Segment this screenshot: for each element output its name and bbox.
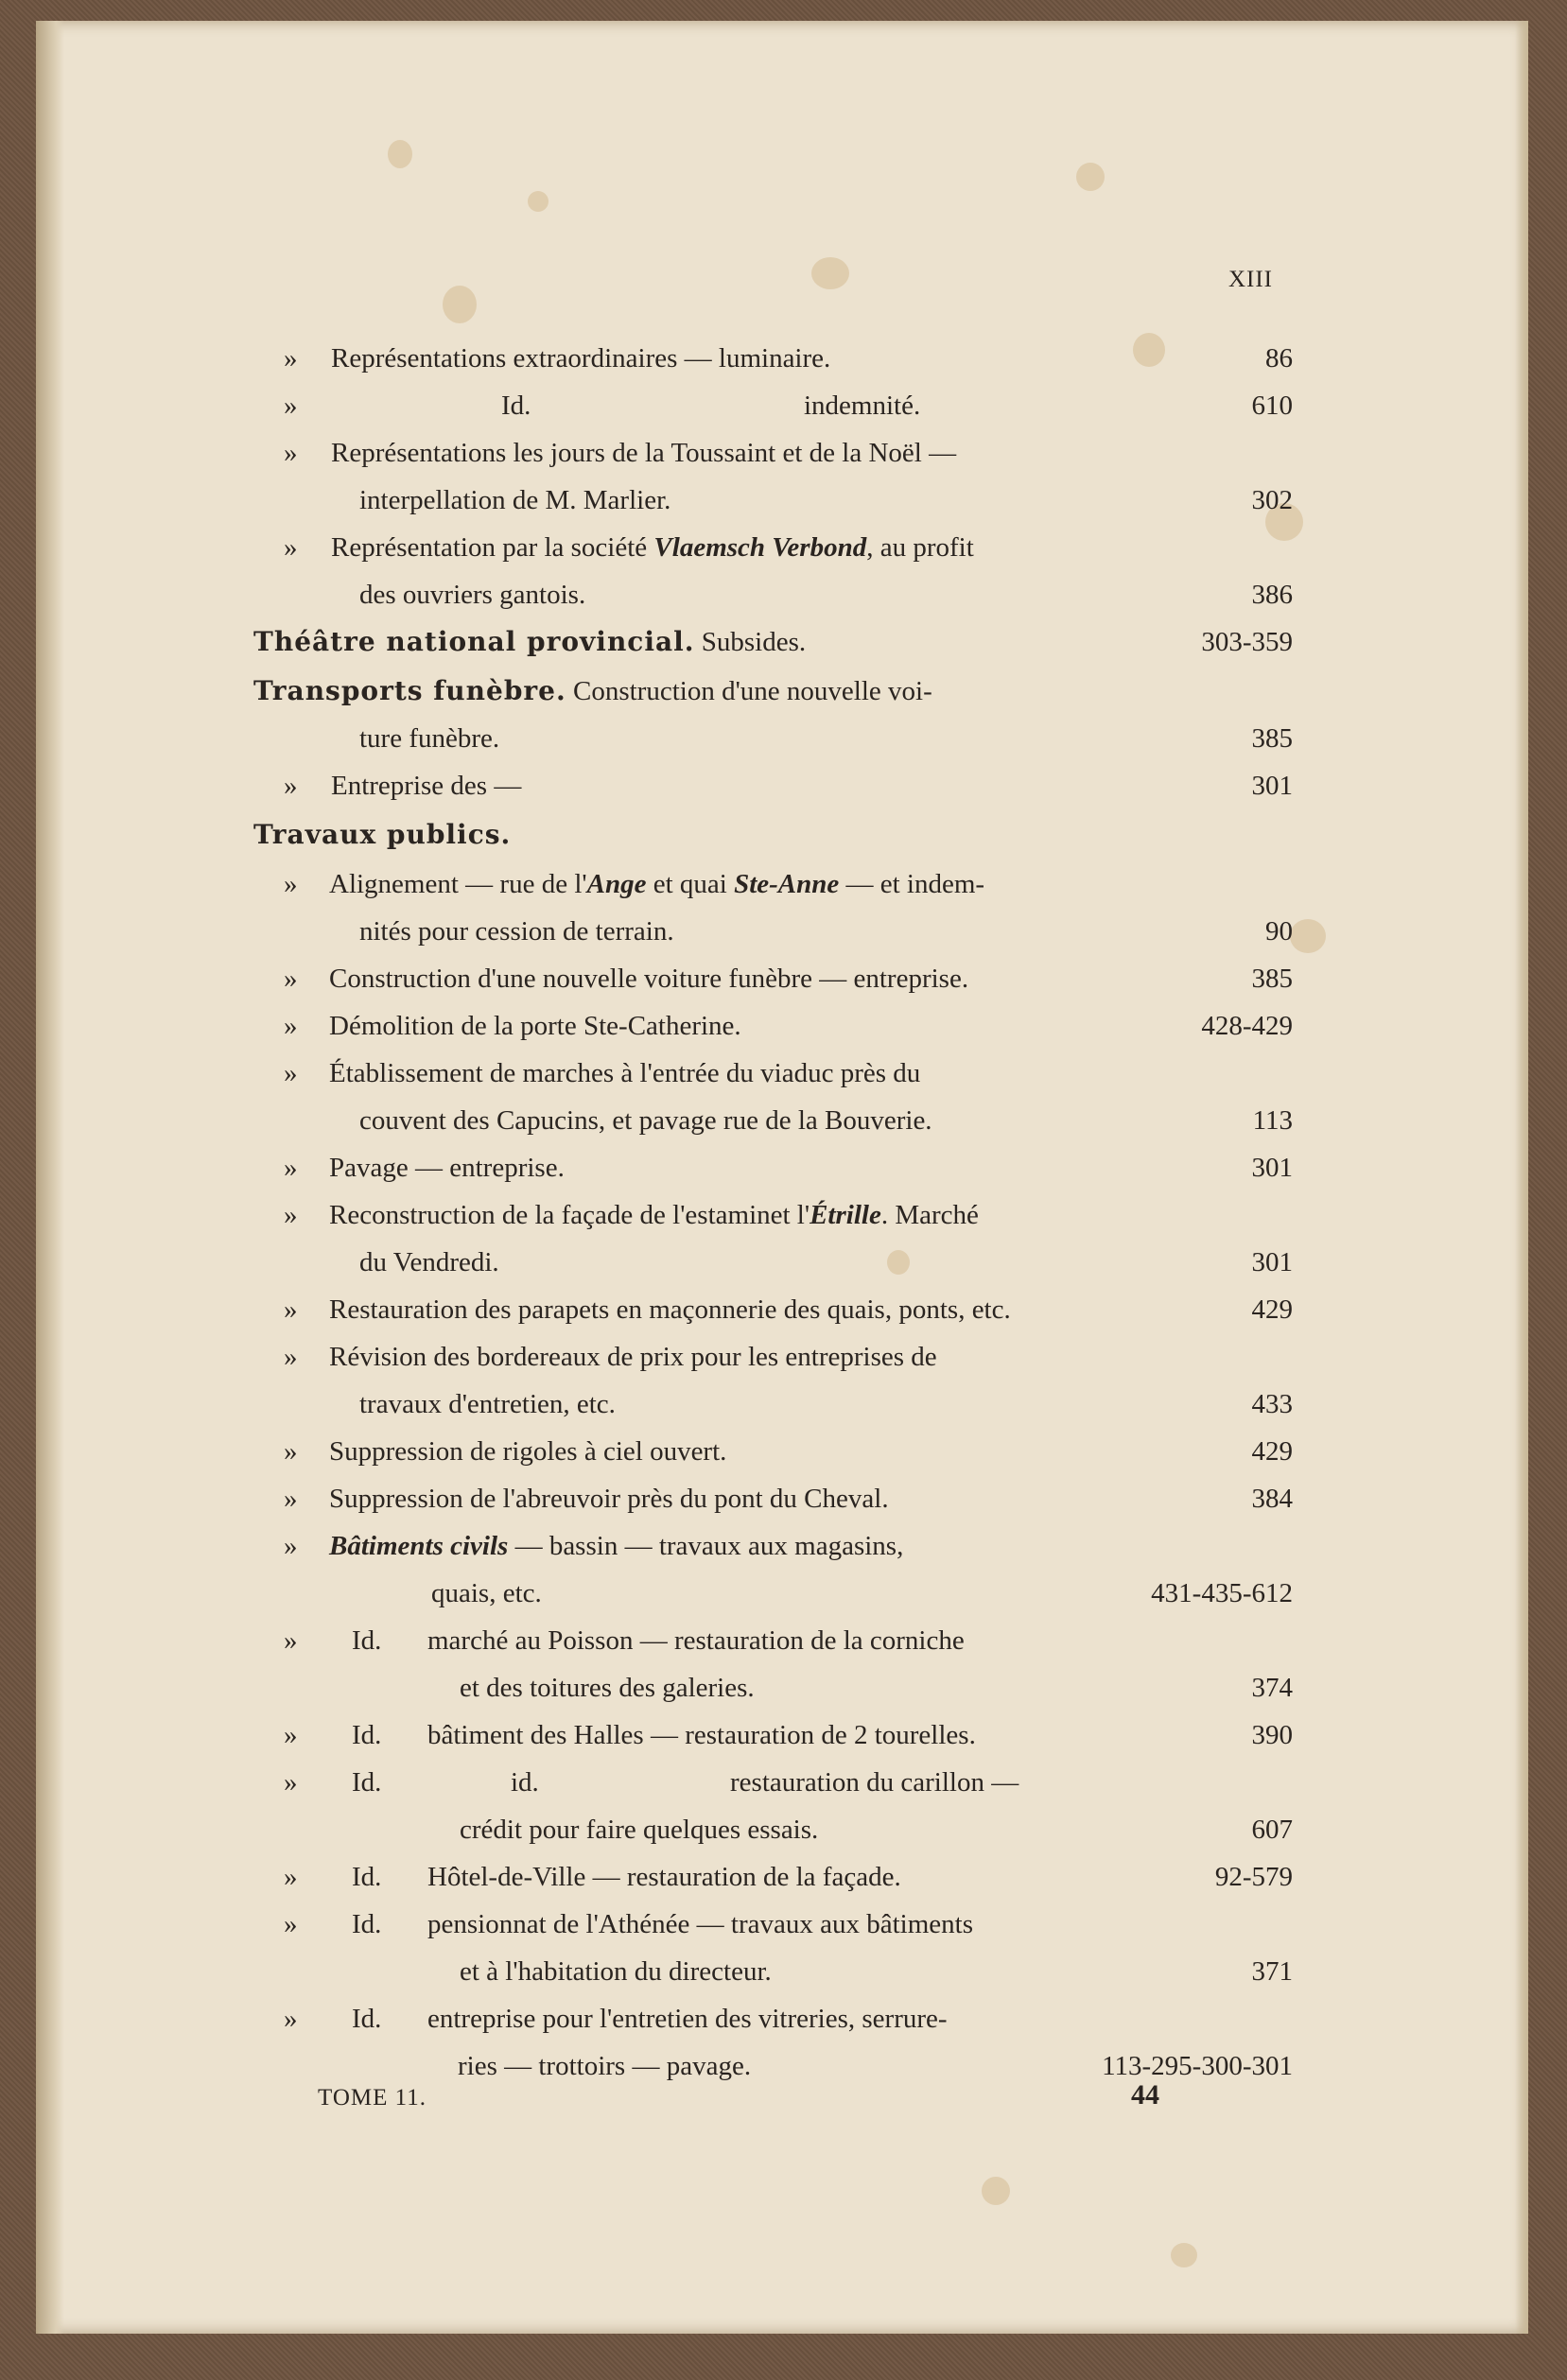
page-reference: 431-435-612 <box>1151 1578 1293 1608</box>
index-entry <box>0 526 1567 569</box>
entry-text: id. <box>511 1767 539 1798</box>
entry-text: nités pour cession de terrain. <box>359 916 674 947</box>
entry-text: pensionnat de l'Athénée — travaux aux bâtiments <box>427 1909 973 1939</box>
section-heading: Travaux publics. <box>253 819 512 850</box>
entry-text: restauration du carillon — <box>730 1767 1019 1798</box>
index-entry <box>0 1761 1567 1804</box>
page-reference: 113 <box>1252 1105 1293 1136</box>
entry-text: couvent des Capucins, et pavage rue de la Bouverie. <box>359 1105 932 1136</box>
entry-text: du Vendredi. <box>359 1247 499 1277</box>
ditto-mark: » <box>284 532 298 563</box>
index-entry <box>0 1524 1567 1568</box>
entry-text: travaux d'entretien, etc. <box>359 1389 616 1419</box>
italic-term: Ange <box>586 869 647 899</box>
ditto-mark: » <box>284 1909 298 1939</box>
entry-text: Théâtre national provincial. Subsides. <box>253 626 807 657</box>
ditto-mark: » <box>284 1531 298 1561</box>
index-entry <box>0 1572 1567 1615</box>
idem-mark: Id. <box>352 1909 382 1939</box>
ditto-mark: » <box>284 1294 298 1325</box>
index-entry <box>0 478 1567 522</box>
page-reference: 428-429 <box>1201 1011 1293 1041</box>
index-entry <box>0 1619 1567 1662</box>
index-entry <box>0 1666 1567 1710</box>
entry-text: Entreprise des — <box>331 771 522 801</box>
ditto-mark: » <box>284 1200 298 1230</box>
page-reference: 302 <box>1251 485 1293 515</box>
entry-text: entreprise pour l'entretien des vitreries, serrure- <box>427 2004 948 2034</box>
ditto-mark: » <box>284 343 298 374</box>
entry-text: Démolition de la porte Ste-Catherine. <box>329 1011 741 1041</box>
entry-text: ries — trottoirs — pavage. <box>458 2051 752 2081</box>
ditto-mark: » <box>284 438 298 468</box>
ditto-mark: » <box>284 1484 298 1514</box>
page-number: XIII <box>1227 267 1273 292</box>
entry-text: interpellation de M. Marlier. <box>359 485 671 515</box>
index-entry <box>0 1193 1567 1237</box>
section-heading: Transports funèbre. <box>253 675 566 706</box>
idem-mark: Id. <box>352 1862 382 1892</box>
page-reference: 390 <box>1251 1720 1293 1750</box>
ditto-mark: » <box>284 964 298 994</box>
index-entry <box>0 573 1567 617</box>
page-reference: 429 <box>1251 1436 1293 1467</box>
page-reference: 90 <box>1265 916 1293 947</box>
page-reference: 385 <box>1251 964 1293 994</box>
ditto-mark: » <box>284 1720 298 1750</box>
page-reference: 385 <box>1251 723 1293 754</box>
page-reference: 301 <box>1251 1247 1293 1277</box>
italic-term: Ste-Anne <box>734 869 840 899</box>
entry-text <box>253 813 511 857</box>
ditto-mark: » <box>284 1625 298 1656</box>
entry-text: Révision des bordereaux de prix pour les entreprises de <box>329 1342 937 1372</box>
page-reference: 433 <box>1251 1389 1293 1419</box>
page-reference: 92-579 <box>1214 1862 1293 1892</box>
idem-mark: Id. <box>352 1720 382 1750</box>
index-entry <box>0 1997 1567 2041</box>
page-reference: 429 <box>1251 1294 1293 1325</box>
index-entry <box>0 1099 1567 1142</box>
index-entry <box>0 384 1567 427</box>
page-reference: 386 <box>1251 580 1293 610</box>
index-entry <box>0 957 1567 1000</box>
entry-text: Représentation par la société Vlaemsch Verbond, au profit <box>331 532 974 563</box>
index-entry <box>0 1950 1567 1993</box>
index-entry <box>0 1382 1567 1426</box>
italic-term: Bâtiments civils <box>329 1531 509 1561</box>
index-entry <box>0 1241 1567 1284</box>
footer-signature: 44 <box>1131 2079 1159 2111</box>
ditto-mark: » <box>284 2004 298 2034</box>
entry-text: Représentations extraordinaires — luminaire. <box>331 343 831 374</box>
index-entry <box>0 1288 1567 1331</box>
page-reference: 301 <box>1251 1153 1293 1183</box>
section-heading: Théâtre national provincial. <box>253 626 695 657</box>
ditto-mark: » <box>284 1342 298 1372</box>
entry-text: Représentations les jours de la Toussaint et de la Noël — <box>331 438 957 468</box>
index-entry <box>0 337 1567 380</box>
idem-mark: Id. <box>352 1767 382 1798</box>
entry-text: des ouvriers gantois. <box>359 580 586 610</box>
entry-text: Bâtiments civils — bassin — travaux aux magasins, <box>329 1531 904 1561</box>
italic-term: Vlaemsch Verbond <box>653 532 867 563</box>
entry-text: marché au Poisson — restauration de la corniche <box>427 1625 965 1656</box>
ditto-mark: » <box>284 1153 298 1183</box>
idem-mark: Id. <box>352 1625 382 1656</box>
index-entry <box>0 1902 1567 1946</box>
entry-text: et à l'habitation du directeur. <box>460 1956 772 1987</box>
page-reference: 610 <box>1251 391 1293 421</box>
index-entry <box>0 1146 1567 1190</box>
entry-text: Pavage — entreprise. <box>329 1153 565 1183</box>
page-reference: 607 <box>1251 1815 1293 1845</box>
ditto-mark: » <box>284 391 298 421</box>
idem-mark: Id. <box>352 2004 382 2034</box>
ditto-mark: » <box>284 771 298 801</box>
index-entry <box>0 764 1567 808</box>
page-reference: 303-359 <box>1201 627 1293 657</box>
index-entry <box>0 1713 1567 1757</box>
index-entry <box>0 1430 1567 1473</box>
entry-text: indemnité. <box>804 391 921 421</box>
entry-text: bâtiment des Halles — restauration de 2 tourelles. <box>427 1720 976 1750</box>
italic-term: Étrille <box>810 1200 881 1230</box>
entry-text: Transports funèbre. Construction d'une nouvelle voi- <box>253 675 932 706</box>
entry-text: Alignement — rue de l'Ange et quai Ste-Anne — et indem- <box>329 869 985 899</box>
ditto-mark: » <box>284 1011 298 1041</box>
page-reference: 301 <box>1251 771 1293 801</box>
index-entry <box>0 910 1567 953</box>
entry-text: quais, etc. <box>431 1578 542 1608</box>
page-reference: 384 <box>1251 1484 1293 1514</box>
index-entry <box>0 1477 1567 1520</box>
ditto-mark: » <box>284 1767 298 1798</box>
ditto-mark: » <box>284 1862 298 1892</box>
page-reference: 374 <box>1251 1673 1293 1703</box>
page-reference: 371 <box>1251 1956 1293 1987</box>
index-entry <box>0 1051 1567 1095</box>
entry-text: ture funèbre. <box>359 723 500 754</box>
index-entry <box>0 431 1567 475</box>
index-entry <box>0 620 1567 664</box>
entry-text: Id. <box>501 391 531 421</box>
index-entry <box>0 862 1567 906</box>
ditto-mark: » <box>284 1436 298 1467</box>
page-reference: 113-295-300-301 <box>1102 2051 1293 2081</box>
entry-text: crédit pour faire quelques essais. <box>460 1815 819 1845</box>
entry-text: Construction d'une nouvelle voiture funèbre — entreprise. <box>329 964 969 994</box>
index-entry <box>0 669 1567 713</box>
index-entry <box>0 1855 1567 1899</box>
index-entry <box>0 2044 1567 2088</box>
ditto-mark: » <box>284 869 298 899</box>
index-entry <box>0 813 1567 857</box>
entry-text: Restauration des parapets en maçonnerie des quais, ponts, etc. <box>329 1294 1011 1325</box>
ditto-mark: » <box>284 1058 298 1088</box>
entry-text: Hôtel-de-Ville — restauration de la façade. <box>427 1862 901 1892</box>
page-reference: 86 <box>1265 343 1293 374</box>
entry-text: Établissement de marches à l'entrée du viaduc près du <box>329 1058 921 1088</box>
entry-text: Reconstruction de la façade de l'estaminet l'Étrille. Marché <box>329 1200 979 1230</box>
entry-text: Suppression de rigoles à ciel ouvert. <box>329 1436 727 1467</box>
index-entry <box>0 1004 1567 1048</box>
entry-text: Suppression de l'abreuvoir près du pont du Cheval. <box>329 1484 889 1514</box>
index-entry <box>0 717 1567 760</box>
index-entry <box>0 1808 1567 1851</box>
footer-tome: TOME 11. <box>318 2085 427 2111</box>
entry-text: et des toitures des galeries. <box>460 1673 755 1703</box>
index-entry <box>0 1335 1567 1379</box>
